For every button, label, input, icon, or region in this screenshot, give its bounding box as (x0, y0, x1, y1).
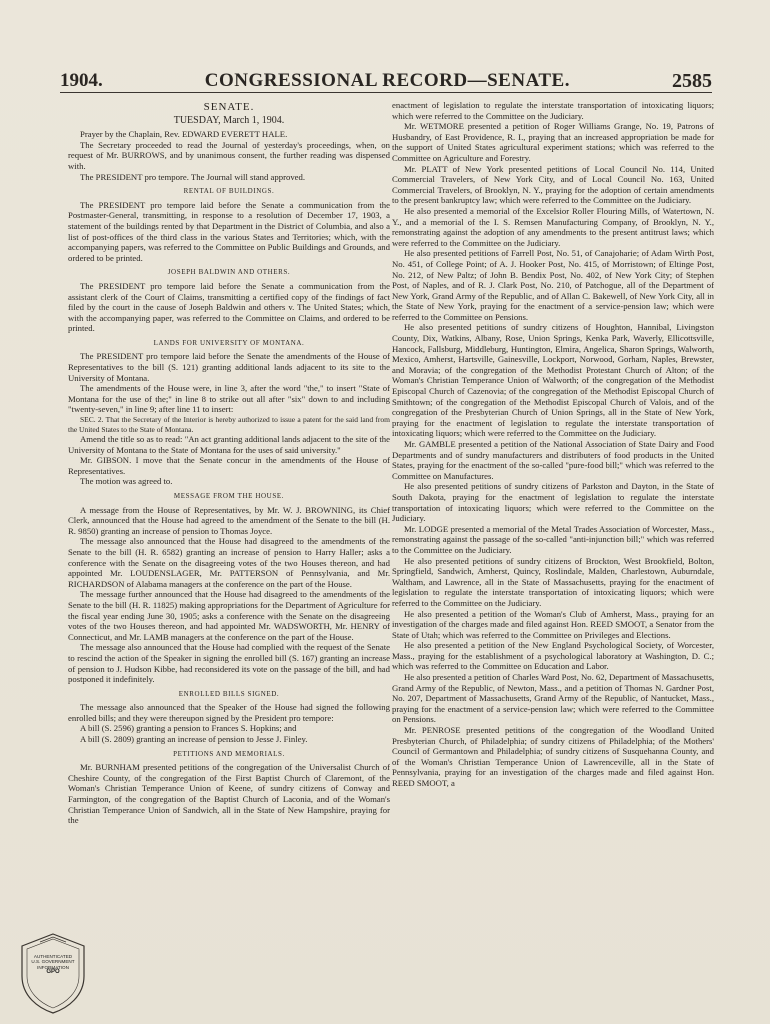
seal-line: INFORMATION (37, 964, 69, 970)
section-heading: SENATE. (203, 101, 255, 113)
paragraph: Mr. GAMBLE presented a petition of the National Association of State Dairy and Food Departments and of sundry manufacturers and distributers of food products in the United States, praying for the enactment of the so-called "pure-food bill;" which was referred to the Committee on Manufactures. (392, 439, 714, 481)
paragraph: Mr. GIBSON. I move that the Senate concur in the amendments of the House of Representatives. (68, 455, 390, 476)
paragraph: A bill (S. 2809) granting an increase of pension to Jesse J. Finley. (80, 734, 308, 745)
seal-text (16, 954, 90, 976)
paragraph: Mr. BURNHAM presented petitions of the congregation of the Universalist Church of Cheshire County, of the congregation of the First Baptist Church of Claremont, of the Woman's Christian Temperance Union of Keene, of sundry citizens of Conway and Farmington, of the congregation of the Baptist Church of Laconia, and of the Woman's Christian Temperance Union of Sandwich, all in the State of New Hampshire, praying for the (68, 762, 390, 826)
paragraph: He also presented a petition of the New England Psychological Society, of Worcester, Mass., praying for the establishment of a psychological laboratory at Washington, D. C.; which was referred to the Committee on Education and Labor. (392, 640, 714, 672)
paragraph: A message from the House of Representatives, by Mr. W. J. BROWNING, its Chief Clerk, announced that the House had agreed to the amendment of the Senate to the bill (H. R. 9850) granting an increase of pension to Thomas Joyce. (68, 504, 390, 536)
paragraph: He also presented petitions of Farrell Post, No. 51, of Canajoharie; of Adam Wirth Post, No. 451, of College Point; of A. J. Hooker Post, No. 415, of Morristown; of Eltinge Post, No. 212, of New Paltz; of John B. Bendix Post, No. 402, of New York City; of Stephen Post, of Naples, and of R. J. Clark Post, No. 210, of Patchogue, all of the Department of New York, Grand Army of the Republic, and of Allan C. Bakewell, of New York City, all in the State of New York, praying for the enactment of a service-pension law; which were referred to the Committee on Pensions. (392, 248, 714, 322)
seal-line: AUTHENTICATED (33, 954, 73, 959)
paragraph: The message also announced that the Speaker of the House had signed the following enrolled bills; and they were thereupon signed by the President pro tempore: (68, 702, 390, 723)
paragraph: He also presented petitions of sundry citizens of Parkston and Dayton, in the State of South Dakota, praying for the enactment of legislation to regulate the interstate transportation of intoxicating liquors; which were referred to the Committee on the Judiciary. (392, 481, 714, 524)
paragraph: The motion was agreed to. (80, 476, 173, 487)
paragraph: The message further announced that the House had disagreed to the amendments of the Senate to the bill (H. R. 11825) making appropriations for the Department of Agriculture for the fiscal year ending June 30, 1905; asks a conference with the Senate on the disagreeing votes of the two Houses thereon, and had appointed Mr. WADSWORTH, Mr. HENRY of Connecticut, and Mr. LAMB managers at the conference on the part of the House. (68, 589, 390, 642)
paragraph: A bill (S. 2596) granting a pension to Frances S. Hopkins; and (80, 723, 297, 734)
seal-word: GPO (46, 969, 60, 976)
header-title: CONGRESSIONAL RECORD—SENATE. (204, 70, 570, 91)
right-column (392, 100, 714, 1005)
paragraph: The message also announced that the House had complied with the request of the Senate to rescind the action of the Speaker in signing the enrolled bill (S. 167) granting an increase of pension to J. Hudson Kibbe, had reconsidered its vote on the passage of the bill, and had postponed it indefinitely. (68, 642, 390, 685)
paragraph: The Secretary proceeded to read the Journal of yesterday's proceedings, when, on request of Mr. BURROWS, and by unanimous consent, the further reading was dispensed with. (68, 139, 390, 171)
paragraph: The message also announced that the House had disagreed to the amendments of the Senate to the bill (H. R. 6582) granting an increase of pension to Harry Haller; asks a conference with the Senate on the disagreeing votes of the two Houses thereon, and had appointed Mr. LOUDENSLAGER, Mr. PATTERSON of Pennsylvania, and Mr. RICHARDSON of Alabama managers at the conference on the part of the House. (68, 536, 390, 589)
paragraph: Mr. PENROSE presented petitions of the congregation of the Woodland United Presbyterian Church, of Philadelphia; of sundry citizens of Philadelphia; of the Mothers' Council of Germantown and Philadelphia; of sundry citizens of Susquehanna County, and of the Woman's Christian Temperance Union of Lawrenceville, all in the State of Pennsylvania, praying for an investigation of the charges made and filed against Hon. REED SMOOT, a (392, 725, 714, 788)
paragraph: Mr. PLATT of New York presented petitions of Local Council No. 114, United Commercial Travelers, of New York City, and of Local Council No. 163, United Commercial Travelers, of Brooklyn, N. Y., praying for the adoption of certain amendments to the present bankruptcy law; which were referred to the Committee on the Judiciary. (392, 163, 714, 206)
paragraph: He also presented a petition of Charles Ward Post, No. 62, Department of Massachusetts, Grand Army of the Republic, of Newton, Mass., and a petition of Thomas N. Gardner Post, No. 207, Department of Massachusetts, Grand Army of the Republic, of Nantucket, Mass., praying for the enactment of a service-pension law; which were referred to the Committee on Pensions. (392, 672, 714, 725)
quoted-amendment: SEC. 2. That the Secretary of the Interior is hereby authorized to issue a patent for the said land from the United States to the State of Montana. (68, 415, 390, 434)
paragraph: The PRESIDENT pro tempore laid before the Senate a communication from the assistant clerk of the Court of Claims, transmitting a certified copy of the findings of fact filed by the court in the cause of Joseph Baldwin and others v. The United States; which, with the accompanying paper, was referred to the Committee on Claims, and ordered to be printed. (68, 280, 390, 334)
subsection-heading: LANDS FOR UNIVERSITY OF MONTANA. (153, 338, 305, 347)
paragraph: The PRESIDENT pro tempore laid before the Senate the amendments of the House of Representatives to the bill (S. 121) granting additional lands adjacent to its site to the University of Montana. (68, 351, 390, 383)
paragraph: He also presented petitions of sundry citizens of Brockton, West Brookfield, Bolton, Springfield, Sandwich, Amherst, Quincy, Roslindale, Malden, Charlestown, Auburndale, Waltham, and Lawrence, all in the State of Massachusetts, praying for the enactment of legislation to regulate the interstate transportation of intoxicating liquors; which were referred to the Committee on the Judiciary. (392, 555, 714, 608)
subsection-heading: MESSAGE FROM THE HOUSE. (173, 492, 285, 500)
paragraph: He also presented a memorial of the Excelsior Roller Flouring Mills, of Watertown, N. Y., and a memorial of the I. S. Remsen Manufacturing Company, of Brooklyn, N. Y., remonstrating against the adoption of any amendments to the present antitrust laws; which were referred to the Committee on the Judiciary. (392, 205, 714, 248)
left-column (68, 100, 390, 1005)
paragraph: The amendments of the House were, in line 3, after the word "the," to insert "State of Montana for the use of the;" in line 8 to strike out all after "six" down to and including "twenty-seven," in line 9; after line 11 to insert: (68, 383, 390, 415)
paragraph: Mr. WETMORE presented a petition of Roger Williams Grange, No. 19, Patrons of Husbandry, of East Providence, R. I., praying that an increased appropriation be made for the support of United States agricultural experiment stations; which was referred to the Committee on Agriculture and Forestry. (392, 121, 714, 163)
subsection-heading: PETITIONS AND MEMORIALS. (173, 749, 285, 758)
paragraph: The PRESIDENT pro tempore. The Journal will stand approved. (80, 171, 306, 182)
page-header (60, 66, 712, 93)
paragraph: Mr. LODGE presented a memorial of the Metal Trades Association of Worcester, Mass., remonstrating against the passage of the so-called "anti-injunction bill;" which was referred to the Committee on the Judiciary. (392, 523, 714, 555)
paragraph: Prayer by the Chaplain, Rev. EDWARD EVERETT HALE. (80, 129, 288, 140)
subsection-heading: RENTAL OF BUILDINGS. (183, 187, 275, 196)
paragraph: He also presented a petition of the Woman's Club of Amherst, Mass., praying for an investigation of the charges made and filed against Hon. REED SMOOT, a Senator from the State of Utah; which was referred to the Committee on Privileges and Elections. (392, 608, 714, 640)
paragraph: He also presented petitions of sundry citizens of Houghton, Hannibal, Livingston County, Dix, Watkins, Albany, Rose, Union Springs, Kenka Park, Waverly, Ellicottsville, Hancock, Fallsburg, Middleburg, Huntington, Elmira, Angelica, Sharon Springs, Walworth, Mexico, Amherst, Hartsville, Gainesville, Lockport, Norwood, Gorham, Naples, Brewster, and Moravia; of the congregation of the Methodist Protestant Church of Alton; of the Woman's Christian Temperance Union of Walworth; of the congregation of the Methodist Episcopal Church of Cazenovia; of the congregation of the Methodist Episcopal Church of Smithtown; of the congregation of the Methodist Episcopal Church of Valois, and of the congregation of the Presbyterian Church of Union Springs, all in the State of New York, praying for the enactment of legislation to regulate the interstate transportation of intoxicating liquors; which were referred to the Committee on the Judiciary. (392, 322, 714, 439)
subsection-heading: JOSEPH BALDWIN AND OTHERS. (167, 268, 291, 277)
header-year: 1904. (60, 70, 103, 91)
seal-line: U.S. GOVERNMENT (31, 959, 75, 965)
paragraph: The PRESIDENT pro tempore laid before the Senate a communication from the Postmaster-General, transmitting, in response to a resolution of December 17, 1903, a statement of the buildings rented by that Department in the District of Columbia, and also a list of post-offices of the third class in the various States and Territories; which, with the accompanying papers, was referred to the Committee on Public Buildings and Grounds, and ordered to be printed. (68, 199, 390, 263)
gpo-authentication-seal (10, 930, 96, 1016)
paragraph: enactment of legislation to regulate the interstate transportation of intoxicating liquors; which were referred to the Committee on the Judiciary. (392, 100, 714, 121)
header-page-number: 2585 (671, 70, 712, 92)
subsection-heading: ENROLLED BILLS SIGNED. (178, 689, 280, 698)
paragraph: Amend the title so as to read: "An act granting additional lands adjacent to the site of the University of Montana to the State of Montana for the uses of said university." (68, 434, 390, 455)
session-date: TUESDAY, March 1, 1904. (173, 114, 285, 126)
